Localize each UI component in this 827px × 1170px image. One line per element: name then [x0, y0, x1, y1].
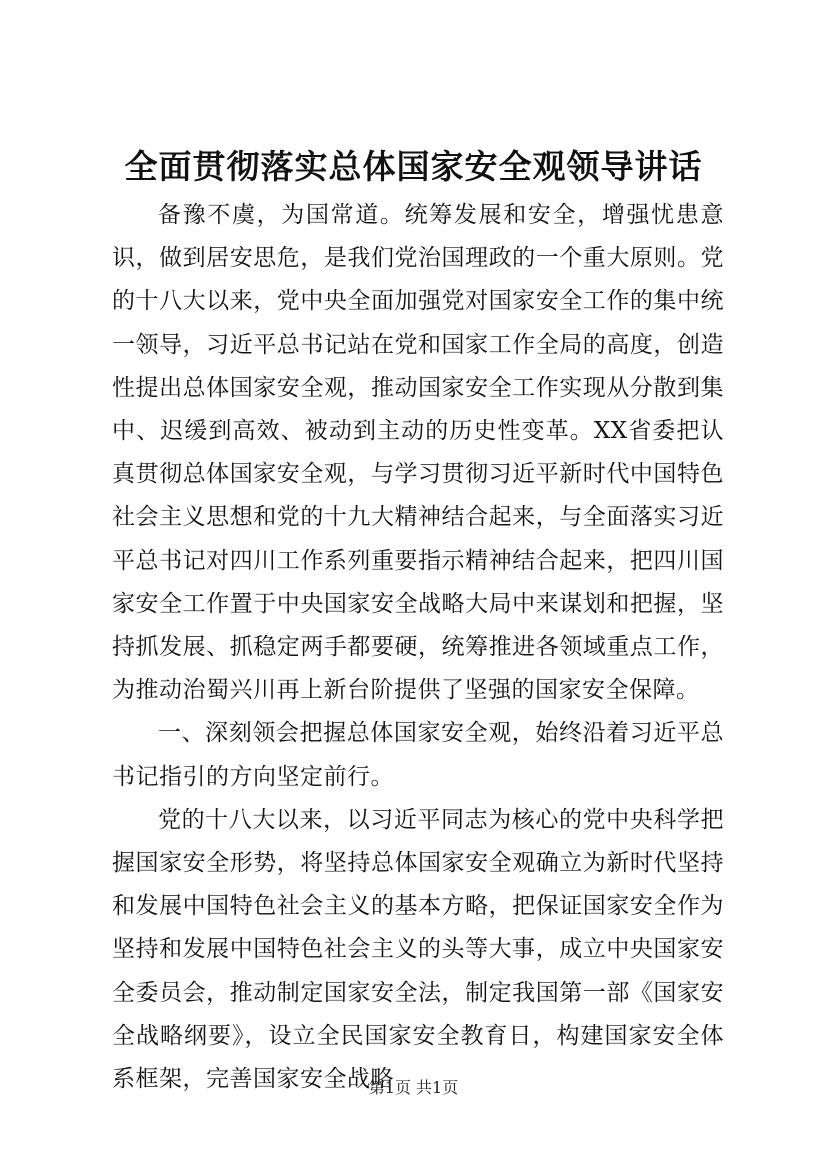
- document-title: 全面贯彻落实总体国家安全观领导讲话: [124, 147, 703, 186]
- document-body: [112, 194, 724, 1101]
- paragraph-intro: 备豫不虞，为国常道。统筹发展和安全，增强忧患意识，做到居安思危，是我们党治国理政的一个重大原则。党的十八大以来，党中央全面加强党对国家安全工作的集中统一领导，习近平总书记站在党和国家工作全局的高度，创造性提出总体国家安全观，推动国家安全工作实现从分散到集中、迟缓到高效、被动到主动的历史性变革。XX省委把认真贯彻总体国家安全观，与学习贯彻习近平新时代中国特色社会主义思想和党的十九大精神结合起来，与全面落实习近平总书记对四川工作系列重要指示精神结合起来，把四川国家安全工作置于中央国家安全战略大局中来谋划和把握，坚持抓发展、抓稳定两手都要硬，统筹推进各领域重点工作，为推动治蜀兴川再上新台阶提供了坚强的国家安全保障。: [112, 202, 724, 704]
- paragraph-section-heading: 一、深刻领会把握总体国家安全观，始终沿着习近平总书记指引的方向坚定前行。: [112, 720, 724, 790]
- paragraph-section-body: 党的十八大以来，以习近平同志为核心的党中央科学把握国家安全形势，将坚持总体国家安全观确立为新时代坚持和发展中国特色社会主义的基本方略，把保证国家安全作为坚持和发展中国特色社会主义的头等大事，成立中央国家安全委员会，推动制定国家安全法，制定我国第一部《国家安全战略纲要》，设立全民国家安全教育日，构建国家安全体系框架，完善国家安全战略: [112, 806, 724, 1093]
- page-footer: 第1页 共1页: [368, 1078, 459, 1097]
